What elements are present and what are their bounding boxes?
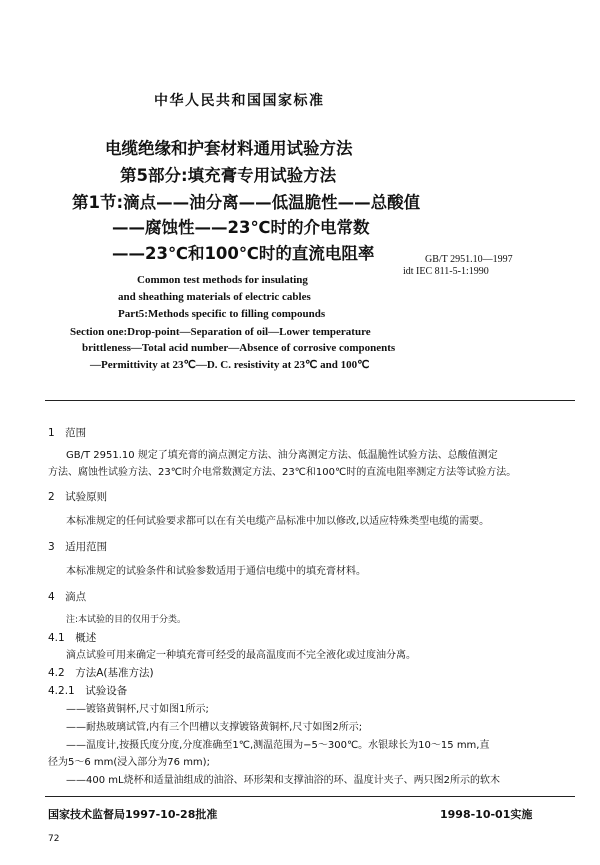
section-1-paragraph-line2: 方法、腐蚀性试验方法、23℃时介电常数测定方法、23℃和100℃时的直流电阻率测定方法等试验方法。 <box>48 467 517 478</box>
section-2-paragraph: 本标准规定的任何试验要求都可以在有关电缆产品标准中加以修改,以适应特殊类型电缆的需要。 <box>66 516 490 527</box>
country-standard-header: 中华人民共和国国家标准 <box>154 93 325 109</box>
title-en-line4: Section one:Drop-point—Separation of oil—Lower temperature <box>70 326 371 338</box>
section-2-heading: 2 试验原则 <box>48 491 108 503</box>
title-en-line5: brittleness—Total acid number—Absence of corrosive components <box>82 342 396 354</box>
section-4-heading: 4 滴点 <box>48 591 87 603</box>
apparatus-item-3-line1: ——温度计,按摄氏度分度,分度准确至1℃,测温范围为−5～300℃。水银球长为10～15 mm,直 <box>66 740 490 751</box>
title-cn-line5: ——23℃和100℃时的直流电阻率 <box>112 244 375 263</box>
apparatus-item-1: ——镀铬黄铜杯,尺寸如图1所示; <box>66 704 209 715</box>
title-cn-line2: 第5部分:填充膏专用试验方法 <box>120 166 337 185</box>
section-1-heading: 1 范围 <box>48 427 87 439</box>
title-en-line6: —Permittivity at 23℃—D. C. resistivity at 23℃ and 100℃ <box>90 359 370 371</box>
title-separator <box>45 400 575 401</box>
apparatus-item-3-line2: 径为5～6 mm(浸入部分为76 mm); <box>48 757 210 768</box>
page-number: 72 <box>48 834 60 844</box>
apparatus-item-2: ——耐热玻璃试管,内有三个凹槽以支撑镀铬黄铜杯,尺寸如图2所示; <box>66 722 363 733</box>
title-en-line1: Common test methods for insulating <box>137 274 308 286</box>
section-3-heading: 3 适用范围 <box>48 541 108 553</box>
section-4-2-heading: 4.2 方法A(基准方法) <box>48 667 154 679</box>
section-4-1-heading: 4.1 概述 <box>48 632 97 644</box>
title-en-line2: and sheathing materials of electric cables <box>118 291 311 303</box>
section-1-paragraph-line1: GB/T 2951.10 规定了填充膏的滴点测定方法、油分离测定方法、低温脆性试验方法、总酸值测定 <box>66 450 498 461</box>
footer-issued: 国家技术监督局1997-10-28批准 <box>48 808 218 821</box>
section-3-paragraph: 本标准规定的试验条件和试验参数适用于通信电缆中的填充膏材料。 <box>66 566 366 577</box>
section-4-note: 注:本试验的目的仅用于分类。 <box>66 615 187 625</box>
section-4-2-1-heading: 4.2.1 试验设备 <box>48 685 128 697</box>
apparatus-item-4: ——400 mL烧杯和适量油组成的油浴、环形架和支撑油浴的环、温度计夹子、两只图2所示的软木 <box>66 775 500 786</box>
footer-implemented: 1998-10-01实施 <box>440 808 533 821</box>
footer-separator <box>45 796 575 797</box>
standard-number: GB/T 2951.10—1997 <box>425 254 513 265</box>
standard-equivalence: idt IEC 811-5-1:1990 <box>403 266 489 277</box>
section-4-1-paragraph: 滴点试验可用来确定一种填充膏可经受的最高温度而不完全液化或过度油分离。 <box>66 650 416 661</box>
title-cn-line3: 第1节:滴点——油分离——低温脆性——总酸值 <box>72 193 421 212</box>
title-cn-line4: ——腐蚀性——23℃时的介电常数 <box>112 218 370 237</box>
title-en-line3: Part5:Methods specific to filling compounds <box>118 308 326 320</box>
title-cn-line1: 电缆绝缘和护套材料通用试验方法 <box>105 139 353 158</box>
